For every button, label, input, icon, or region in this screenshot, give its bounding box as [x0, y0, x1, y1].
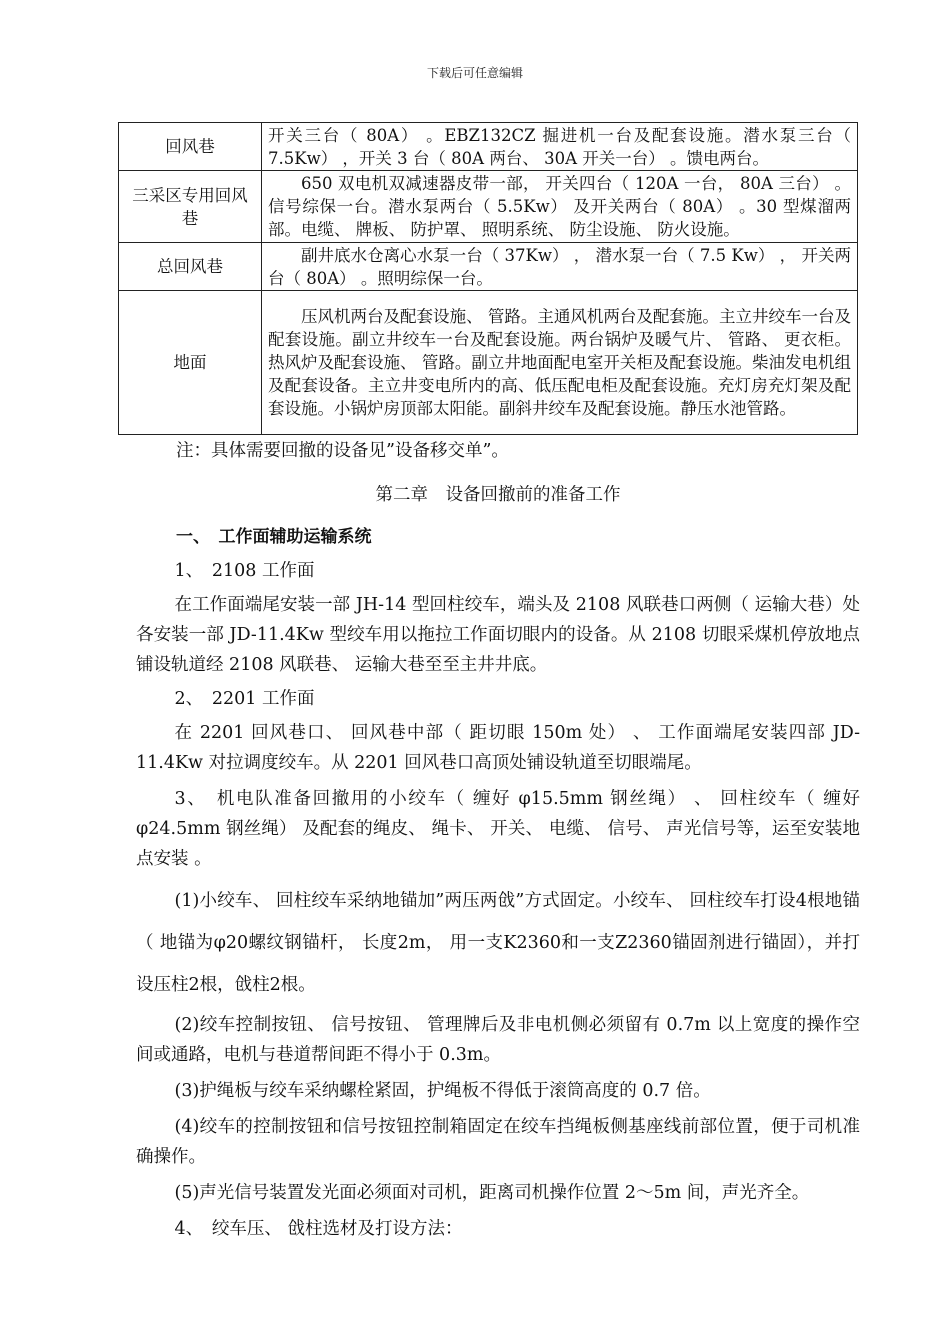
paragraph: (3)护绳板与绞车采纳螺栓紧固，护绳板不得低于滚筒高度的 0.7 倍。: [174, 1081, 711, 1101]
table-cell-location: 总回风巷: [119, 243, 262, 291]
subsection-heading: 1、 2108 工作面: [174, 561, 315, 581]
paragraph: 在 2201 回风巷口、 回风巷中部（ 距切眼 150m 处） 、 工作面端尾安装四部 JD-11.4Kw 对拉调度绞车。从 2201 回风巷口高顶处铺设轨道至切眼端尾。: [136, 723, 860, 773]
subsection-heading: 2、 2201 工作面: [174, 689, 315, 709]
paragraph: (4)绞车的控制按钮和信号按钮控制箱固定在绞车挡绳板侧基座线前部位置，便于司机准确操作。: [136, 1117, 860, 1167]
paragraph: (2)绞车控制按钮、 信号按钮、 管理牌后及非电机侧必须留有 0.7m 以上宽度的操作空间或通路，电机与巷道帮间距不得小于 0.3m。: [136, 1015, 860, 1065]
table-row: [119, 171, 858, 243]
paragraph: (5)声光信号装置发光面必须面对司机，距离司机操作位置 2～5m 间，声光齐全。: [174, 1183, 810, 1203]
table-cell-description: 副井底水仓离心水泵一台（ 37Kw） ， 潜水泵一台（ 7.5 Kw） ， 开关两台（ 80A） 。照明综保一台。: [262, 243, 858, 291]
subsection-heading: 4、 绞车压、 戗柱选材及打设方法：: [174, 1219, 463, 1239]
table-row: [119, 291, 858, 435]
table-cell-location: 回风巷: [119, 123, 262, 171]
table-cell-description: 650 双电机双减速器皮带一部， 开关四台（ 120A 一台， 80A 三台） 。信号综保一台。潜水泵两台（ 5.5Kw） 及开关两台（ 80A） 。30 型煤溜两部。电缆、 牌板、 防护罩、 照明系统、 防尘设施、 防火设施。: [262, 171, 858, 243]
section-title: 一、 工作面辅助运输系统: [176, 527, 372, 547]
table-note: 注：具体需要回撤的设备见”设备移交单”。: [176, 441, 509, 461]
table-cell-description: 压风机两台及配套设施、 管路。主通风机两台及配套施。主立井绞车一台及配套设施。副立井绞车一台及配套设施。两台锅炉及暖气片、 管路、 更衣柜。热风炉及配套设施、 管路。副立井地面配电室开关柜及配套设施。柴油发电机组及配套设备。主立井变电所内的高、低压配电柜及配套设施。充灯房充灯架及配套设施。小锅炉房顶部太阳能。副斜井绞车及配套设施。静压水池管路。: [262, 291, 858, 435]
paragraph: 3、 机电队准备回撤用的小绞车（ 缠好 φ15.5mm 钢丝绳） 、 回柱绞车（ 缠好 φ24.5mm 钢丝绳） 及配套的绳皮、 绳卡、 开关、 电缆、 信号、 声光信号等，运至安装地点安装 。: [136, 789, 860, 869]
page-header-note: 下载后可任意编辑: [426, 66, 523, 80]
table-row: [119, 123, 858, 171]
table-cell-location: 三采区专用回风巷: [119, 171, 262, 243]
paragraph: (1)小绞车、 回柱绞车采纳地锚加”两压两戗”方式固定。小绞车、 回柱绞车打设4根地锚（ 地锚为φ20螺纹钢锚杆， 长度2m， 用一支K2360和一支Z2360锚固剂进行锚固），并打设压柱2根，戗柱2根。: [136, 891, 860, 995]
document-body: [136, 438, 860, 1244]
table-row: [119, 243, 858, 291]
chapter-title: 第二章 设备回撤前的准备工作: [375, 485, 621, 505]
paragraph: 在工作面端尾安装一部 JH-14 型回柱绞车，端头及 2108 风联巷口两侧（ 运输大巷）处各安装一部 JD-11.4Kw 型绞车用以拖拉工作面切眼内的设备。从 2108 切眼采煤机停放地点铺设轨道经 2108 风联巷、 运输大巷至至主井井底。: [136, 595, 860, 675]
table-cell-description: 开关三台（ 80A） 。EBZ132CZ 掘进机一台及配套设施。潜水泵三台（ 7.5Kw） ，开关 3 台（ 80A 两台、 30A 开关一台） 。馈电两台。: [262, 123, 858, 171]
table-cell-location: 地面: [119, 291, 262, 435]
equipment-table: [118, 122, 858, 435]
